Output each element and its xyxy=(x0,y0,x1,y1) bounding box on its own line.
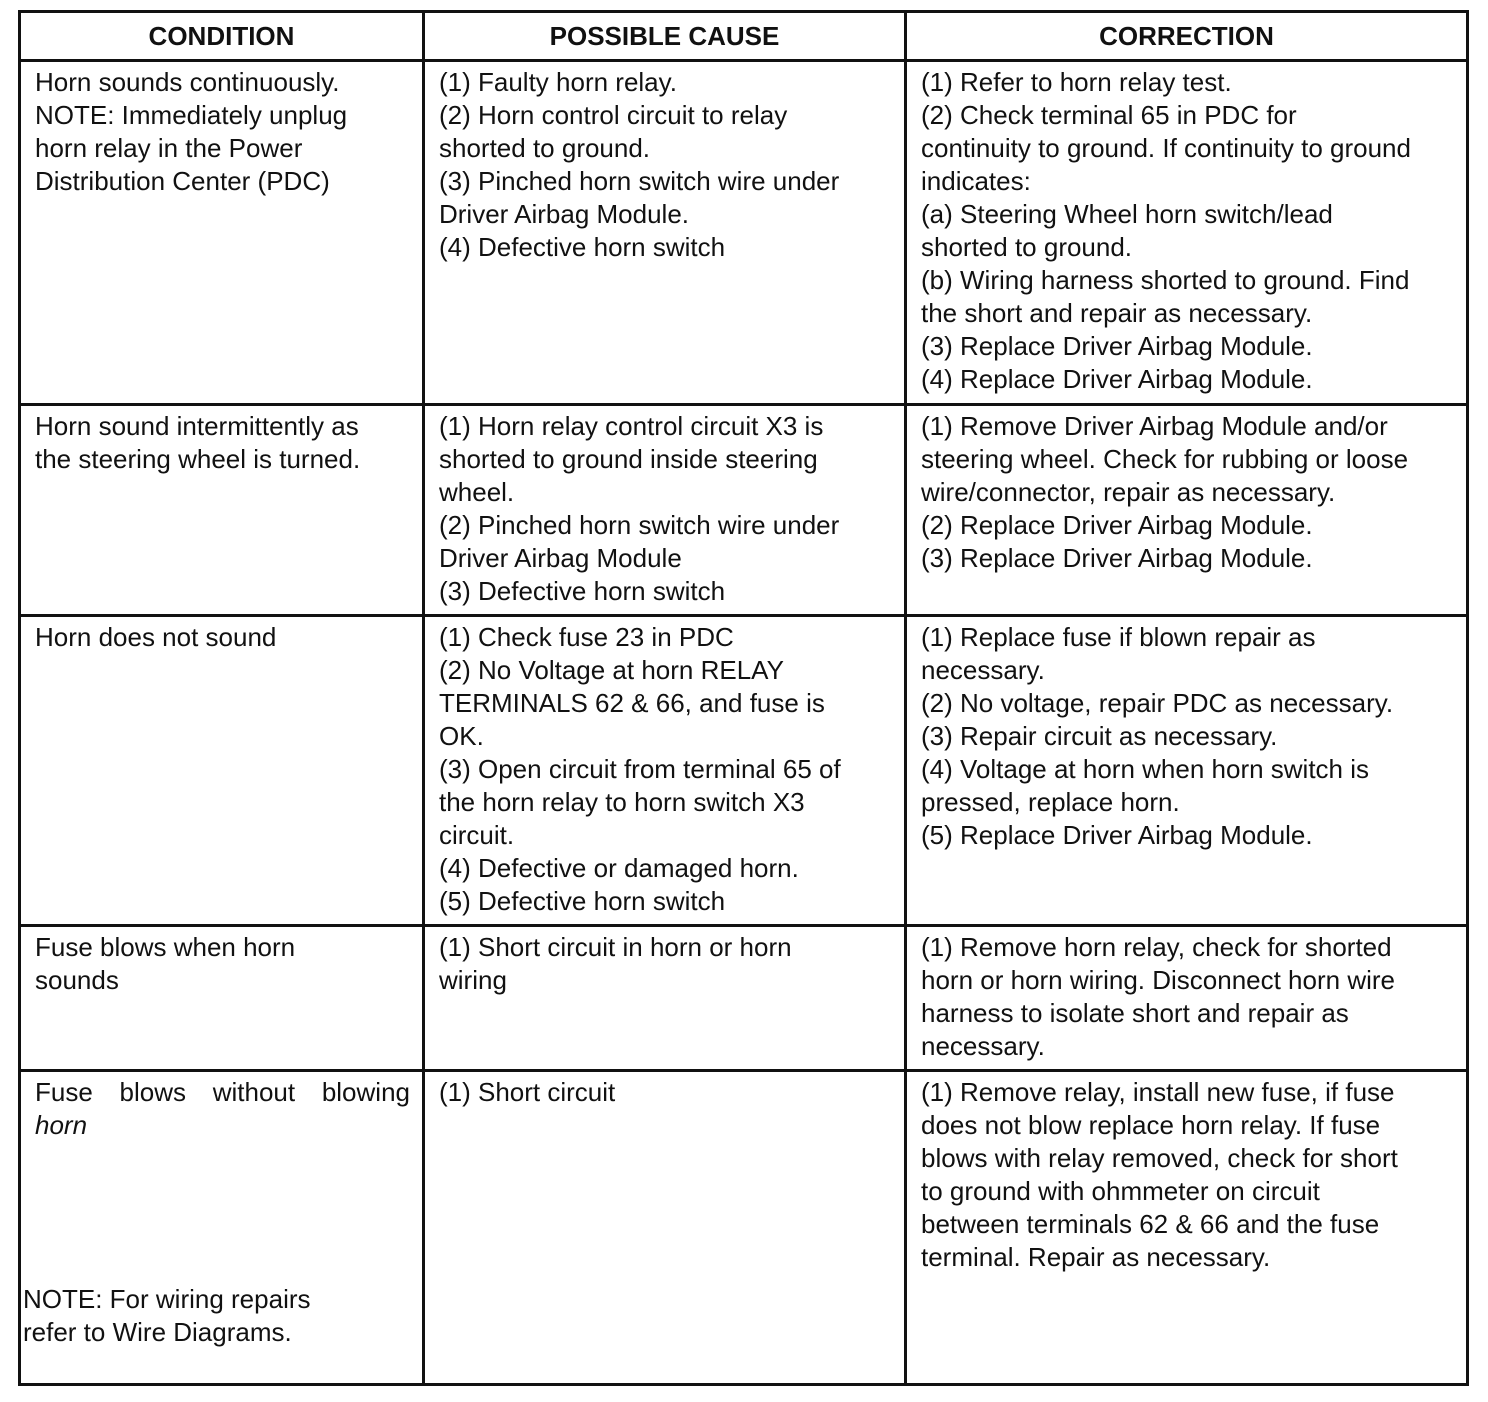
correction-line: wire/connector, repair as necessary. xyxy=(921,477,1336,507)
cause-line: (4) Defective horn switch xyxy=(439,232,726,262)
correction-line: terminal. Repair as necessary. xyxy=(921,1242,1271,1272)
correction-line: (3) Repair circuit as necessary. xyxy=(921,721,1278,751)
condition-line: Horn sound intermittently as xyxy=(35,411,359,441)
correction-cell xyxy=(906,926,1468,1071)
condition-line: the steering wheel is turned. xyxy=(35,444,361,474)
note-line: NOTE: For wiring repairs xyxy=(23,1284,311,1314)
correction-line: does not blow replace horn relay. If fuse xyxy=(921,1110,1381,1140)
table-row xyxy=(20,61,1468,405)
header-possible-cause: POSSIBLE CAUSE xyxy=(424,12,906,61)
correction-line: shorted to ground. xyxy=(921,232,1133,262)
cause-line: (1) Short circuit in horn or horn xyxy=(439,932,792,962)
correction-line: (1) Remove horn relay, check for shorted xyxy=(921,932,1392,962)
correction-cell xyxy=(906,61,1468,405)
header-correction: CORRECTION xyxy=(906,12,1468,61)
correction-line: (4) Replace Driver Airbag Module. xyxy=(921,364,1313,394)
table-row xyxy=(20,405,1468,616)
cause-cell xyxy=(424,405,906,616)
cause-line: (2) Pinched horn switch wire under xyxy=(439,510,840,540)
correction-line: necessary. xyxy=(921,1031,1045,1061)
correction-cell xyxy=(906,1071,1468,1385)
condition-line: sounds xyxy=(35,965,119,995)
condition-line: Distribution Center (PDC) xyxy=(35,166,330,196)
diagnosis-table xyxy=(18,10,1469,1386)
correction-line: the short and repair as necessary. xyxy=(921,298,1313,328)
condition-line: Horn sounds continuously. xyxy=(35,67,340,97)
table-row xyxy=(20,926,1468,1071)
condition-line: Fuse blows without blowing xyxy=(35,1077,410,1107)
cause-line: shorted to ground. xyxy=(439,133,651,163)
correction-line: indicates: xyxy=(921,166,1031,196)
correction-line: (b) Wiring harness shorted to ground. Find xyxy=(921,265,1410,295)
cause-line: circuit. xyxy=(439,820,515,850)
correction-line: harness to isolate short and repair as xyxy=(921,998,1349,1028)
cause-line: (1) Faulty horn relay. xyxy=(439,67,677,97)
condition-line: Horn does not sound xyxy=(35,622,277,652)
table-row xyxy=(20,616,1468,926)
cause-line: (2) No Voltage at horn RELAY xyxy=(439,655,784,685)
correction-line: (1) Replace fuse if blown repair as xyxy=(921,622,1316,652)
correction-line: (3) Replace Driver Airbag Module. xyxy=(921,543,1313,573)
condition-cell xyxy=(20,61,424,405)
correction-line: (4) Voltage at horn when horn switch is xyxy=(921,754,1370,784)
cause-line: wheel. xyxy=(439,477,515,507)
correction-cell xyxy=(906,616,1468,926)
cause-line: (5) Defective horn switch xyxy=(439,886,726,916)
cause-line: Driver Airbag Module xyxy=(439,543,682,573)
correction-line: (3) Replace Driver Airbag Module. xyxy=(921,331,1313,361)
condition-cell xyxy=(20,616,424,926)
wiring-note xyxy=(23,1283,311,1349)
cause-cell xyxy=(424,926,906,1071)
header-row xyxy=(20,12,1468,61)
condition-cell xyxy=(20,926,424,1071)
cause-line: (3) Open circuit from terminal 65 of xyxy=(439,754,841,784)
correction-cell xyxy=(906,405,1468,616)
table-row xyxy=(20,1071,1468,1385)
condition-line: Fuse blows when horn xyxy=(35,932,296,962)
cause-cell xyxy=(424,616,906,926)
cause-line: TERMINALS 62 & 66, and fuse is xyxy=(439,688,825,718)
condition-line: NOTE: Immediately unplug xyxy=(35,100,348,130)
cause-line: (1) Short circuit xyxy=(439,1077,616,1107)
cause-line: OK. xyxy=(439,721,484,751)
cause-line: (3) Defective horn switch xyxy=(439,576,726,606)
cause-line: (4) Defective or damaged horn. xyxy=(439,853,799,883)
cause-cell xyxy=(424,1071,906,1385)
cause-cell xyxy=(424,61,906,405)
cause-line: Driver Airbag Module. xyxy=(439,199,689,229)
cause-line: (1) Check fuse 23 in PDC xyxy=(439,622,734,652)
header-condition: CONDITION xyxy=(20,12,424,61)
correction-line: (5) Replace Driver Airbag Module. xyxy=(921,820,1313,850)
correction-line: (1) Remove relay, install new fuse, if fuse xyxy=(921,1077,1395,1107)
correction-line: (1) Remove Driver Airbag Module and/or xyxy=(921,411,1388,441)
cause-line: shorted to ground inside steering xyxy=(439,444,818,474)
note-line: refer to Wire Diagrams. xyxy=(23,1317,292,1347)
cause-line: wiring xyxy=(439,965,507,995)
correction-line: (2) Replace Driver Airbag Module. xyxy=(921,510,1313,540)
correction-line: necessary. xyxy=(921,655,1045,685)
cause-line: (1) Horn relay control circuit X3 is xyxy=(439,411,824,441)
correction-line: between terminals 62 & 66 and the fuse xyxy=(921,1209,1380,1239)
correction-line: (2) No voltage, repair PDC as necessary. xyxy=(921,688,1394,718)
cause-line: the horn relay to horn switch X3 xyxy=(439,787,805,817)
condition-cell xyxy=(20,1071,424,1385)
cause-line: (3) Pinched horn switch wire under xyxy=(439,166,840,196)
cause-line: (2) Horn control circuit to relay xyxy=(439,100,788,130)
correction-line: blows with relay removed, check for short xyxy=(921,1143,1398,1173)
correction-line: horn or horn wiring. Disconnect horn wire xyxy=(921,965,1395,995)
correction-line: (1) Refer to horn relay test. xyxy=(921,67,1232,97)
correction-line: steering wheel. Check for rubbing or loose xyxy=(921,444,1409,474)
condition-cell xyxy=(20,405,424,616)
correction-line: (a) Steering Wheel horn switch/lead xyxy=(921,199,1333,229)
correction-line: pressed, replace horn. xyxy=(921,787,1180,817)
correction-line: (2) Check terminal 65 in PDC for xyxy=(921,100,1297,130)
condition-line-italic: horn xyxy=(35,1110,88,1140)
correction-line: to ground with ohmmeter on circuit xyxy=(921,1176,1320,1206)
condition-line: horn relay in the Power xyxy=(35,133,303,163)
correction-line: continuity to ground. If continuity to ground xyxy=(921,133,1411,163)
